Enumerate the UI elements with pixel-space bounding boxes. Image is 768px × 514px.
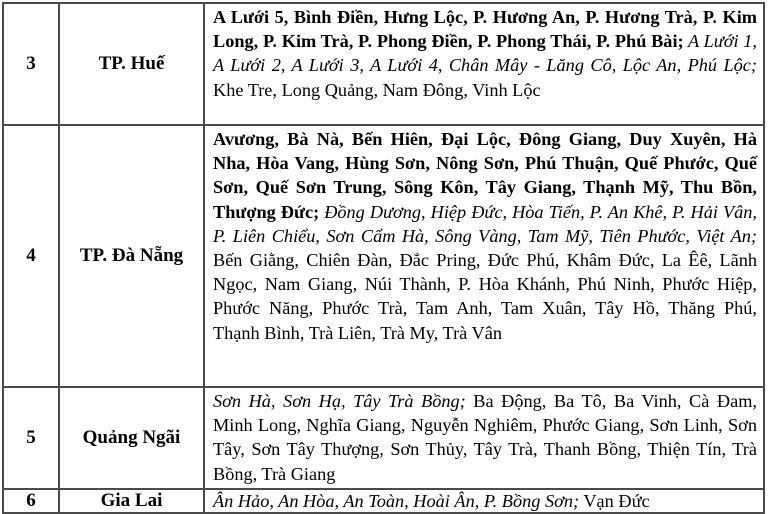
commune-group-regular: Vạn Đức: [579, 490, 650, 511]
commune-list: [204, 387, 764, 489]
commune-group-bold: Avương, Bà Nà, Bến Hiên, Đại Lộc, Đông Giang, Duy Xuyên, Hà Nha, Hòa Vang, Hùng Sơn, Nông Sơn, Phú Thuận, Quế Phước, Quế Sơn, Quế Sơn Trung, Sông Kôn, Tây Giang, Thạnh Mỹ, Thu Bồn, Thượng Đức;: [213, 129, 757, 222]
commune-group-regular: Ba Động, Ba Tô, Ba Vinh, Cà Đam, Minh Long, Nghĩa Giang, Nguyễn Nghiêm, Phước Giang, Sơn Linh, Sơn Tây, Sơn Tây Thượng, Sơn Thủy, Tây Trà, Thanh Bồng, Thiện Tín, Trà Bồng, Trà Giang: [213, 391, 757, 484]
commune-group-italic: Đồng Dương, Hiệp Đức, Hòa Tiến, P. An Khê, P. Hải Vân, P. Liên Chiểu, Sơn Cẩm Hà, Sông Vàng, Tam Mỹ, Tiên Phước, Việt An;: [213, 201, 757, 246]
row-number: 3: [3, 3, 59, 125]
province-name: Gia Lai: [59, 489, 204, 513]
commune-group-regular: Khe Tre, Long Quảng, Nam Đông, Vinh Lộc: [213, 79, 541, 100]
province-commune-table: [2, 2, 765, 514]
table-row: [3, 3, 764, 125]
province-name: TP. Đà Nẵng: [59, 125, 204, 387]
commune-group-regular: Bến Giằng, Chiên Đàn, Đắc Pring, Đức Phú, Khâm Đức, La Êê, Lãnh Ngọc, Nam Giang, Núi Thành, P. Hòa Khánh, Phú Ninh, Phước Hiệp, Phước Năng, Phước Trà, Tam Anh, Tam Xuân, Tây Hồ, Thăng Phú, Thạnh Bình, Trà Liên, Trà My, Trà Vân: [213, 250, 757, 343]
table-row: [3, 489, 764, 513]
commune-list: [204, 489, 764, 513]
commune-group-bold: A Lưới 5, Bình Điền, Hưng Lộc, P. Hương An, P. Hương Trà, P. Kim Long, P. Kim Trà, P. Phong Điền, P. Phong Thái, P. Phú Bài;: [213, 7, 757, 52]
commune-group-italic: A Lưới 1, A Lưới 2, A Lưới 3, A Lưới 4, Chân Mây - Lăng Cô, Lộc An, Phú Lộc;: [213, 31, 757, 76]
commune-group-italic: Sơn Hà, Sơn Hạ, Tây Trà Bồng;: [213, 391, 466, 411]
row-number: 5: [3, 387, 59, 489]
table-row: [3, 125, 764, 387]
table-row: [3, 387, 764, 489]
row-number: 6: [3, 489, 59, 513]
commune-list: [204, 3, 764, 125]
province-name: TP. Huế: [59, 3, 204, 125]
province-name: Quảng Ngãi: [59, 387, 204, 489]
commune-group-italic: Ân Hảo, An Hòa, An Toàn, Hoài Ân, P. Bồng Sơn;: [213, 490, 580, 511]
commune-list: [204, 125, 764, 387]
row-number: 4: [3, 125, 59, 387]
